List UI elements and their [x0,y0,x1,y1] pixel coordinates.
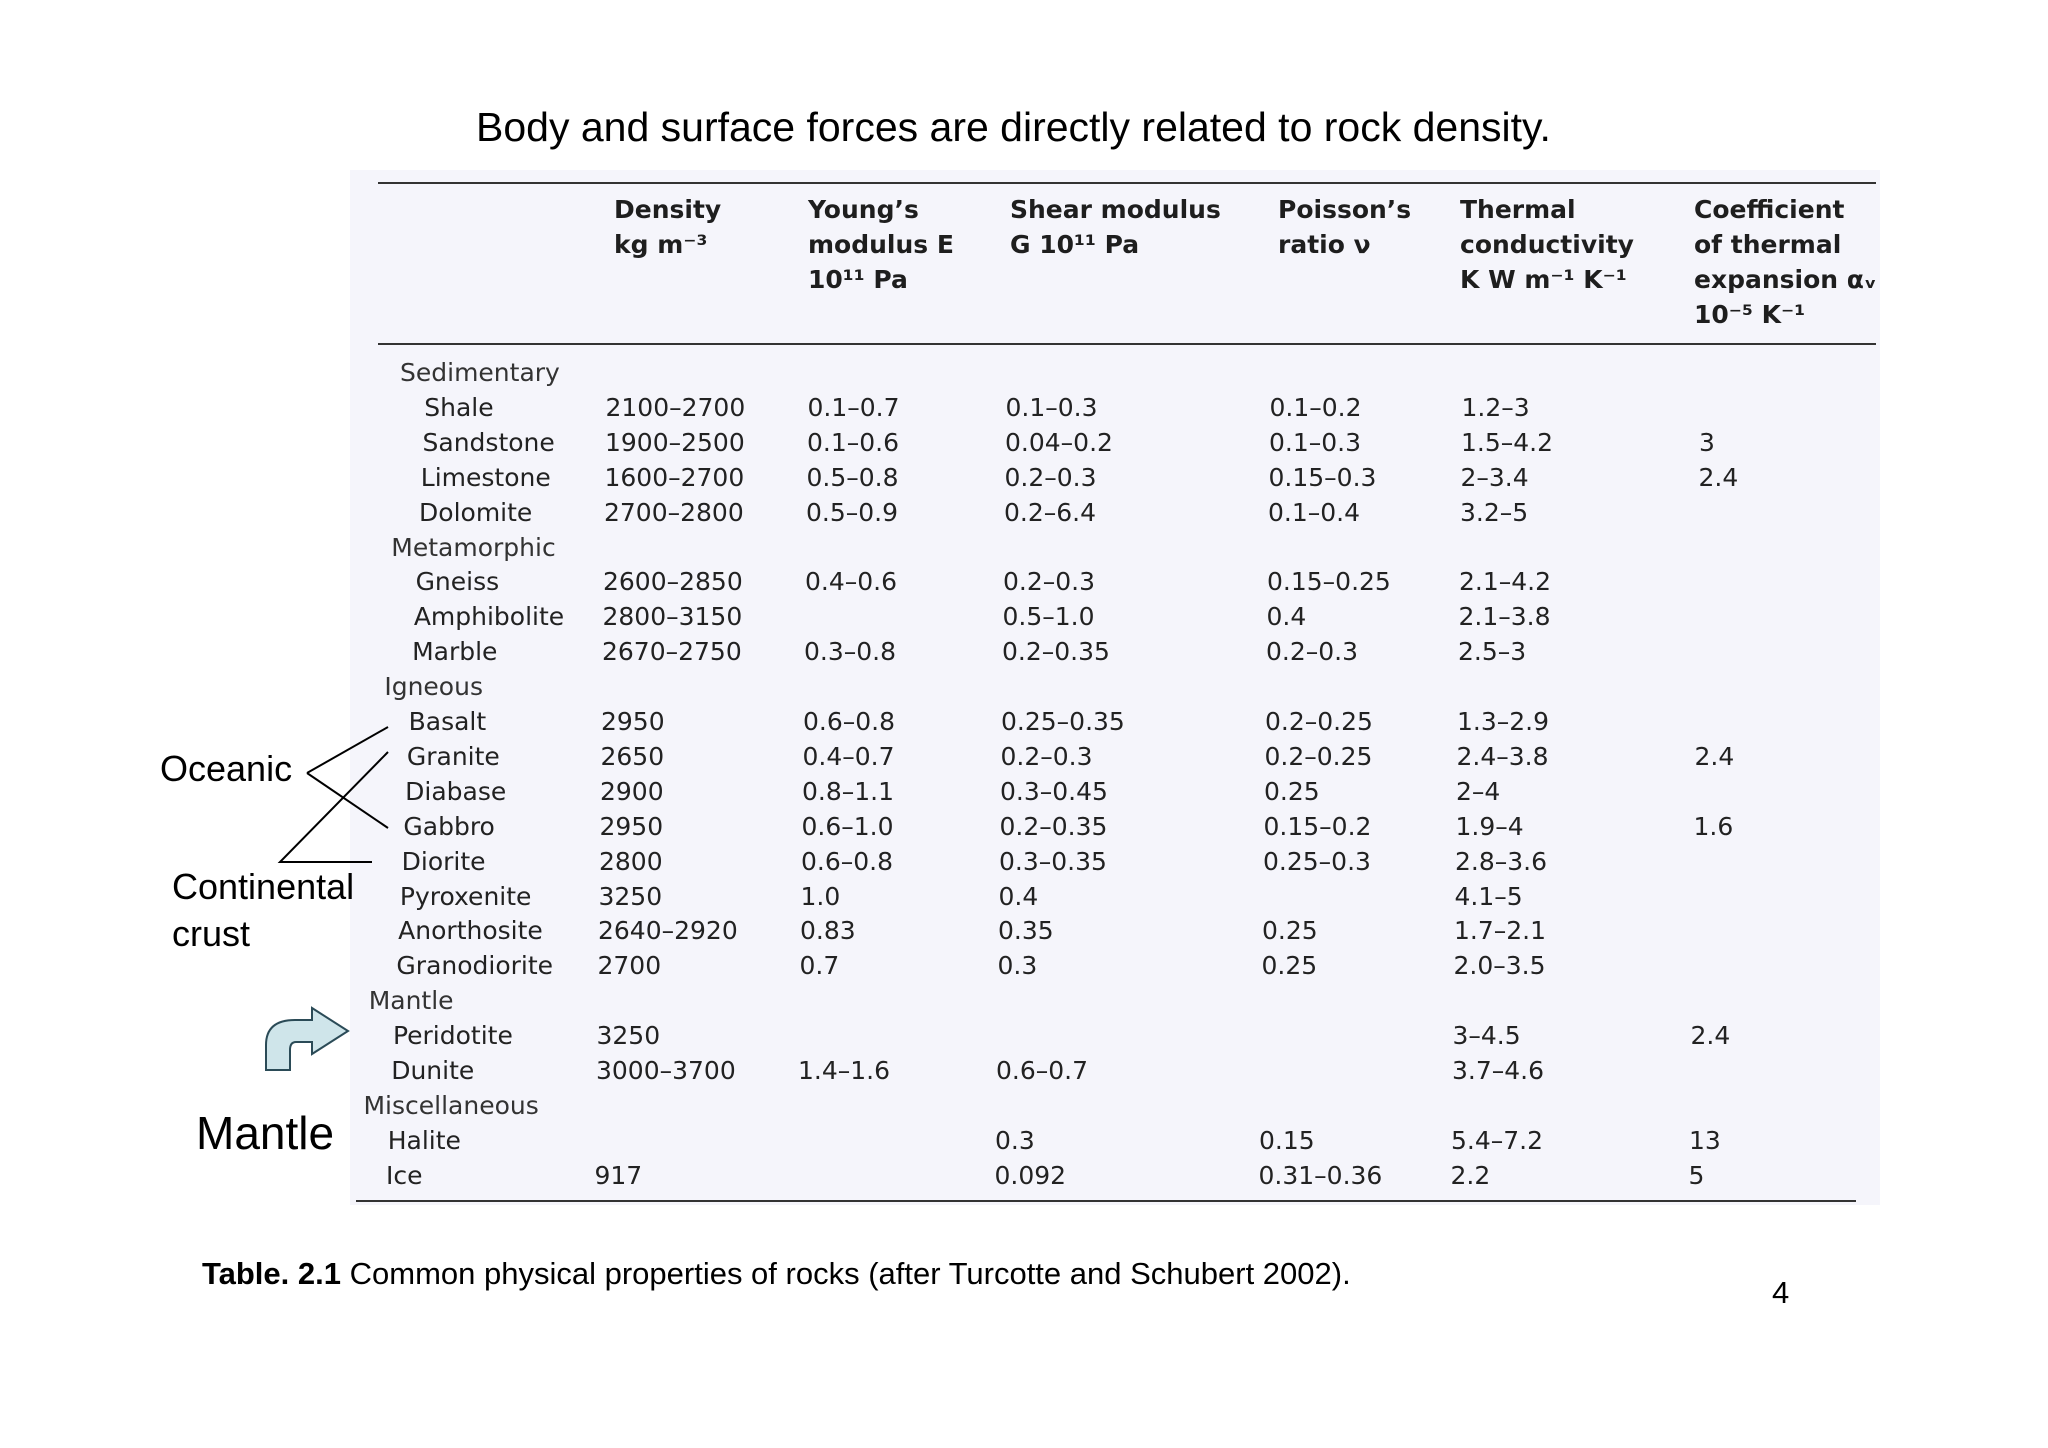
table-cell: 2–4 [1456,776,1501,806]
table-cell: 2.1–3.8 [1458,602,1551,632]
table-cell: 5 [1688,1160,1705,1190]
table-cell: 917 [594,1160,643,1190]
table-cell: 0.2–0.3 [1004,462,1097,492]
category-label: Sedimentary [400,358,560,387]
table-cell: 0.4 [1266,602,1307,632]
table-cell: 2600–2850 [603,567,743,597]
rock-name: Marble [412,637,498,667]
table-cell: 0.15–0.3 [1268,462,1377,492]
rock-name: Gabbro [403,811,495,841]
table-cell: 0.15–0.2 [1263,811,1372,841]
oceanic-to-gabbro-line [307,773,388,828]
table-cell: 0.1–0.6 [807,427,900,457]
table-cell: 2950 [601,707,665,736]
table-cell: 2.4 [1694,741,1735,771]
table-cell: 2.4 [1698,462,1739,492]
rock-name: Peridotite [392,1021,513,1051]
rock-name: Anorthosite [398,916,543,946]
rock-name: Gneiss [415,567,500,597]
table-cell: 0.4 [998,881,1039,911]
table-cell: 3–4.5 [1452,1021,1521,1051]
column-header: Poisson’s ratio ν [1278,195,1412,259]
table-cell: 2900 [600,776,664,806]
table-cell: 2.8–3.6 [1455,846,1548,876]
table-cell: 3000–3700 [596,1056,736,1085]
table-cell: 3250 [596,1021,661,1051]
category-label: Mantle [368,986,454,1016]
continental-label: Continental [172,866,355,907]
rock-name: Dunite [391,1056,475,1085]
table-cell: 1.4–1.6 [798,1056,891,1085]
continental-to-granite-line [280,752,388,862]
table-cell: 1900–2500 [605,427,745,457]
oceanic-to-basalt-line [307,727,388,773]
table-cell: 2670–2750 [602,637,742,667]
table-cell: 2.1–4.2 [1459,567,1552,597]
table-cell: 0.3 [995,1125,1035,1155]
category-label: Igneous [384,672,483,702]
mantle-arrow-icon [266,1008,348,1070]
table-cell: 0.15 [1259,1125,1315,1155]
table-cell: 0.2–0.3 [1266,637,1359,667]
page-number: 4 [1772,1275,1790,1310]
table-cell: 0.3–0.45 [1000,776,1108,806]
rock-name: Ice [386,1160,423,1190]
mantle-label: Mantle [196,1107,335,1159]
rock-name: Limestone [420,462,551,492]
table-cell: 3.2–5 [1460,497,1529,527]
rock-name: Halite [387,1125,461,1155]
table-cell: 0.5–1.0 [1002,602,1095,632]
table-cell: 0.3–0.8 [804,637,897,667]
category-label: Metamorphic [391,532,556,562]
table-cell: 0.6–0.8 [801,846,894,876]
table-cell: 3 [1699,427,1715,457]
table-cell: 0.25–0.3 [1263,846,1371,876]
crust-label: crust [172,913,251,954]
column-header: Young’s modulus E 10¹¹ Pa [808,195,954,294]
table-cell: 5.4–7.2 [1451,1125,1544,1155]
table-cell: 4.1–5 [1454,881,1523,911]
table-cell: 0.6–0.8 [803,707,896,736]
table-cell: 3.7–4.6 [1452,1056,1545,1085]
table-cell: 0.7 [799,951,840,981]
table-caption [202,1256,1351,1292]
table-cell: 0.35 [998,916,1054,946]
table-cell: 2.2 [1450,1160,1491,1190]
table-cell: 0.6–0.7 [996,1056,1089,1085]
table-cell: 2800–3150 [602,602,743,632]
table-cell: 0.83 [800,916,856,946]
column-header: Thermal conductivity K W m⁻¹ K⁻¹ [1460,195,1634,294]
table-cell: 0.4–0.6 [805,567,898,597]
caption-label: Table. 2.1 [202,1256,341,1291]
column-header: Density kg m⁻³ [614,195,722,259]
rock-name: Diabase [405,776,507,806]
table-cell: 0.2–0.35 [999,811,1108,841]
rock-name: Amphibolite [413,602,565,632]
table-cell: 0.31–0.36 [1258,1160,1383,1190]
table-cell: 0.3–0.35 [999,846,1107,876]
rock-name: Pyroxenite [399,881,532,911]
table-cell: 0.2–0.25 [1265,707,1373,736]
table-cell: 2800 [599,846,663,876]
table-cell: 0.1–0.2 [1269,392,1362,422]
table-cell: 0.6–1.0 [801,811,894,841]
table-cell: 0.5–0.9 [806,497,899,527]
table-cell: 0.1–0.3 [1269,427,1362,457]
rock-name: Dolomite [419,497,533,527]
table-cell: 3250 [598,881,663,911]
table-cell: 2700 [597,951,662,981]
rock-name: Granodiorite [396,951,554,981]
slide-title: Body and surface forces are directly related to rock density. [476,104,1551,150]
table-cell: 0.4–0.7 [802,741,895,771]
table-cell: 0.25 [1262,916,1318,946]
column-header: Shear modulus G 10¹¹ Pa [1010,195,1221,259]
table-cell: 1.5–4.2 [1461,427,1554,457]
table-cell: 2650 [600,741,665,771]
table-cell: 0.25 [1261,951,1318,981]
table-cell: 2.5–3 [1458,637,1527,667]
table-cell: 2700–2800 [604,497,744,527]
table-cell: 0.25–0.35 [1001,707,1125,736]
table-cell: 0.1–0.4 [1268,497,1361,527]
column-header: Coefficient of thermal expansion αᵥ 10⁻⁵ K⁻¹ [1694,195,1877,329]
table-cell: 1600–2700 [604,462,745,492]
table-cell: 0.1–0.7 [807,392,900,422]
table-cell: 0.2–0.3 [1003,567,1096,597]
table-cell: 0.15–0.25 [1267,567,1391,597]
rock-name: Diorite [401,846,486,876]
table-cell: 13 [1689,1125,1721,1155]
table-cell: 1.6 [1693,811,1734,841]
table-cell: 2100–2700 [605,392,746,422]
table-cell: 2640–2920 [598,916,738,946]
table-cell: 0.092 [994,1160,1067,1190]
table-cell: 0.04–0.2 [1005,427,1113,457]
table-cell: 1.2–3 [1461,392,1530,422]
oceanic-label: Oceanic [160,748,293,789]
table-cell: 0.25 [1264,776,1320,806]
table-cell: 0.2–6.4 [1004,497,1097,527]
rock-name: Shale [424,392,494,422]
table-cell: 0.2–0.25 [1264,741,1373,771]
table-cell: 0.1–0.3 [1005,392,1098,422]
table-cell: 0.2–0.35 [1002,637,1110,667]
table-cell: 0.3 [997,951,1038,981]
table-cell: 2.4–3.8 [1456,741,1549,771]
table-cell: 0.5–0.8 [806,462,899,492]
table-cell: 1.3–2.9 [1457,707,1550,736]
category-label: Miscellaneous [363,1090,539,1120]
table-cell: 1.9–4 [1455,811,1524,841]
table-cell: 0.8–1.1 [802,776,895,806]
table-cell: 0.2–0.3 [1000,741,1093,771]
table-cell: 1.7–2.1 [1454,916,1547,946]
caption-text: Common physical properties of rocks (after Turcotte and Schubert 2002). [341,1256,1351,1291]
table-cell: 1.0 [800,881,841,911]
rock-name: Basalt [408,707,487,736]
table-cell: 2950 [599,811,664,841]
table-cell: 2.4 [1690,1021,1731,1051]
rock-name: Sandstone [422,427,555,457]
table-cell: 2.0–3.5 [1453,951,1546,981]
rock-name: Granite [406,741,500,771]
table-cell: 2–3.4 [1460,462,1529,492]
